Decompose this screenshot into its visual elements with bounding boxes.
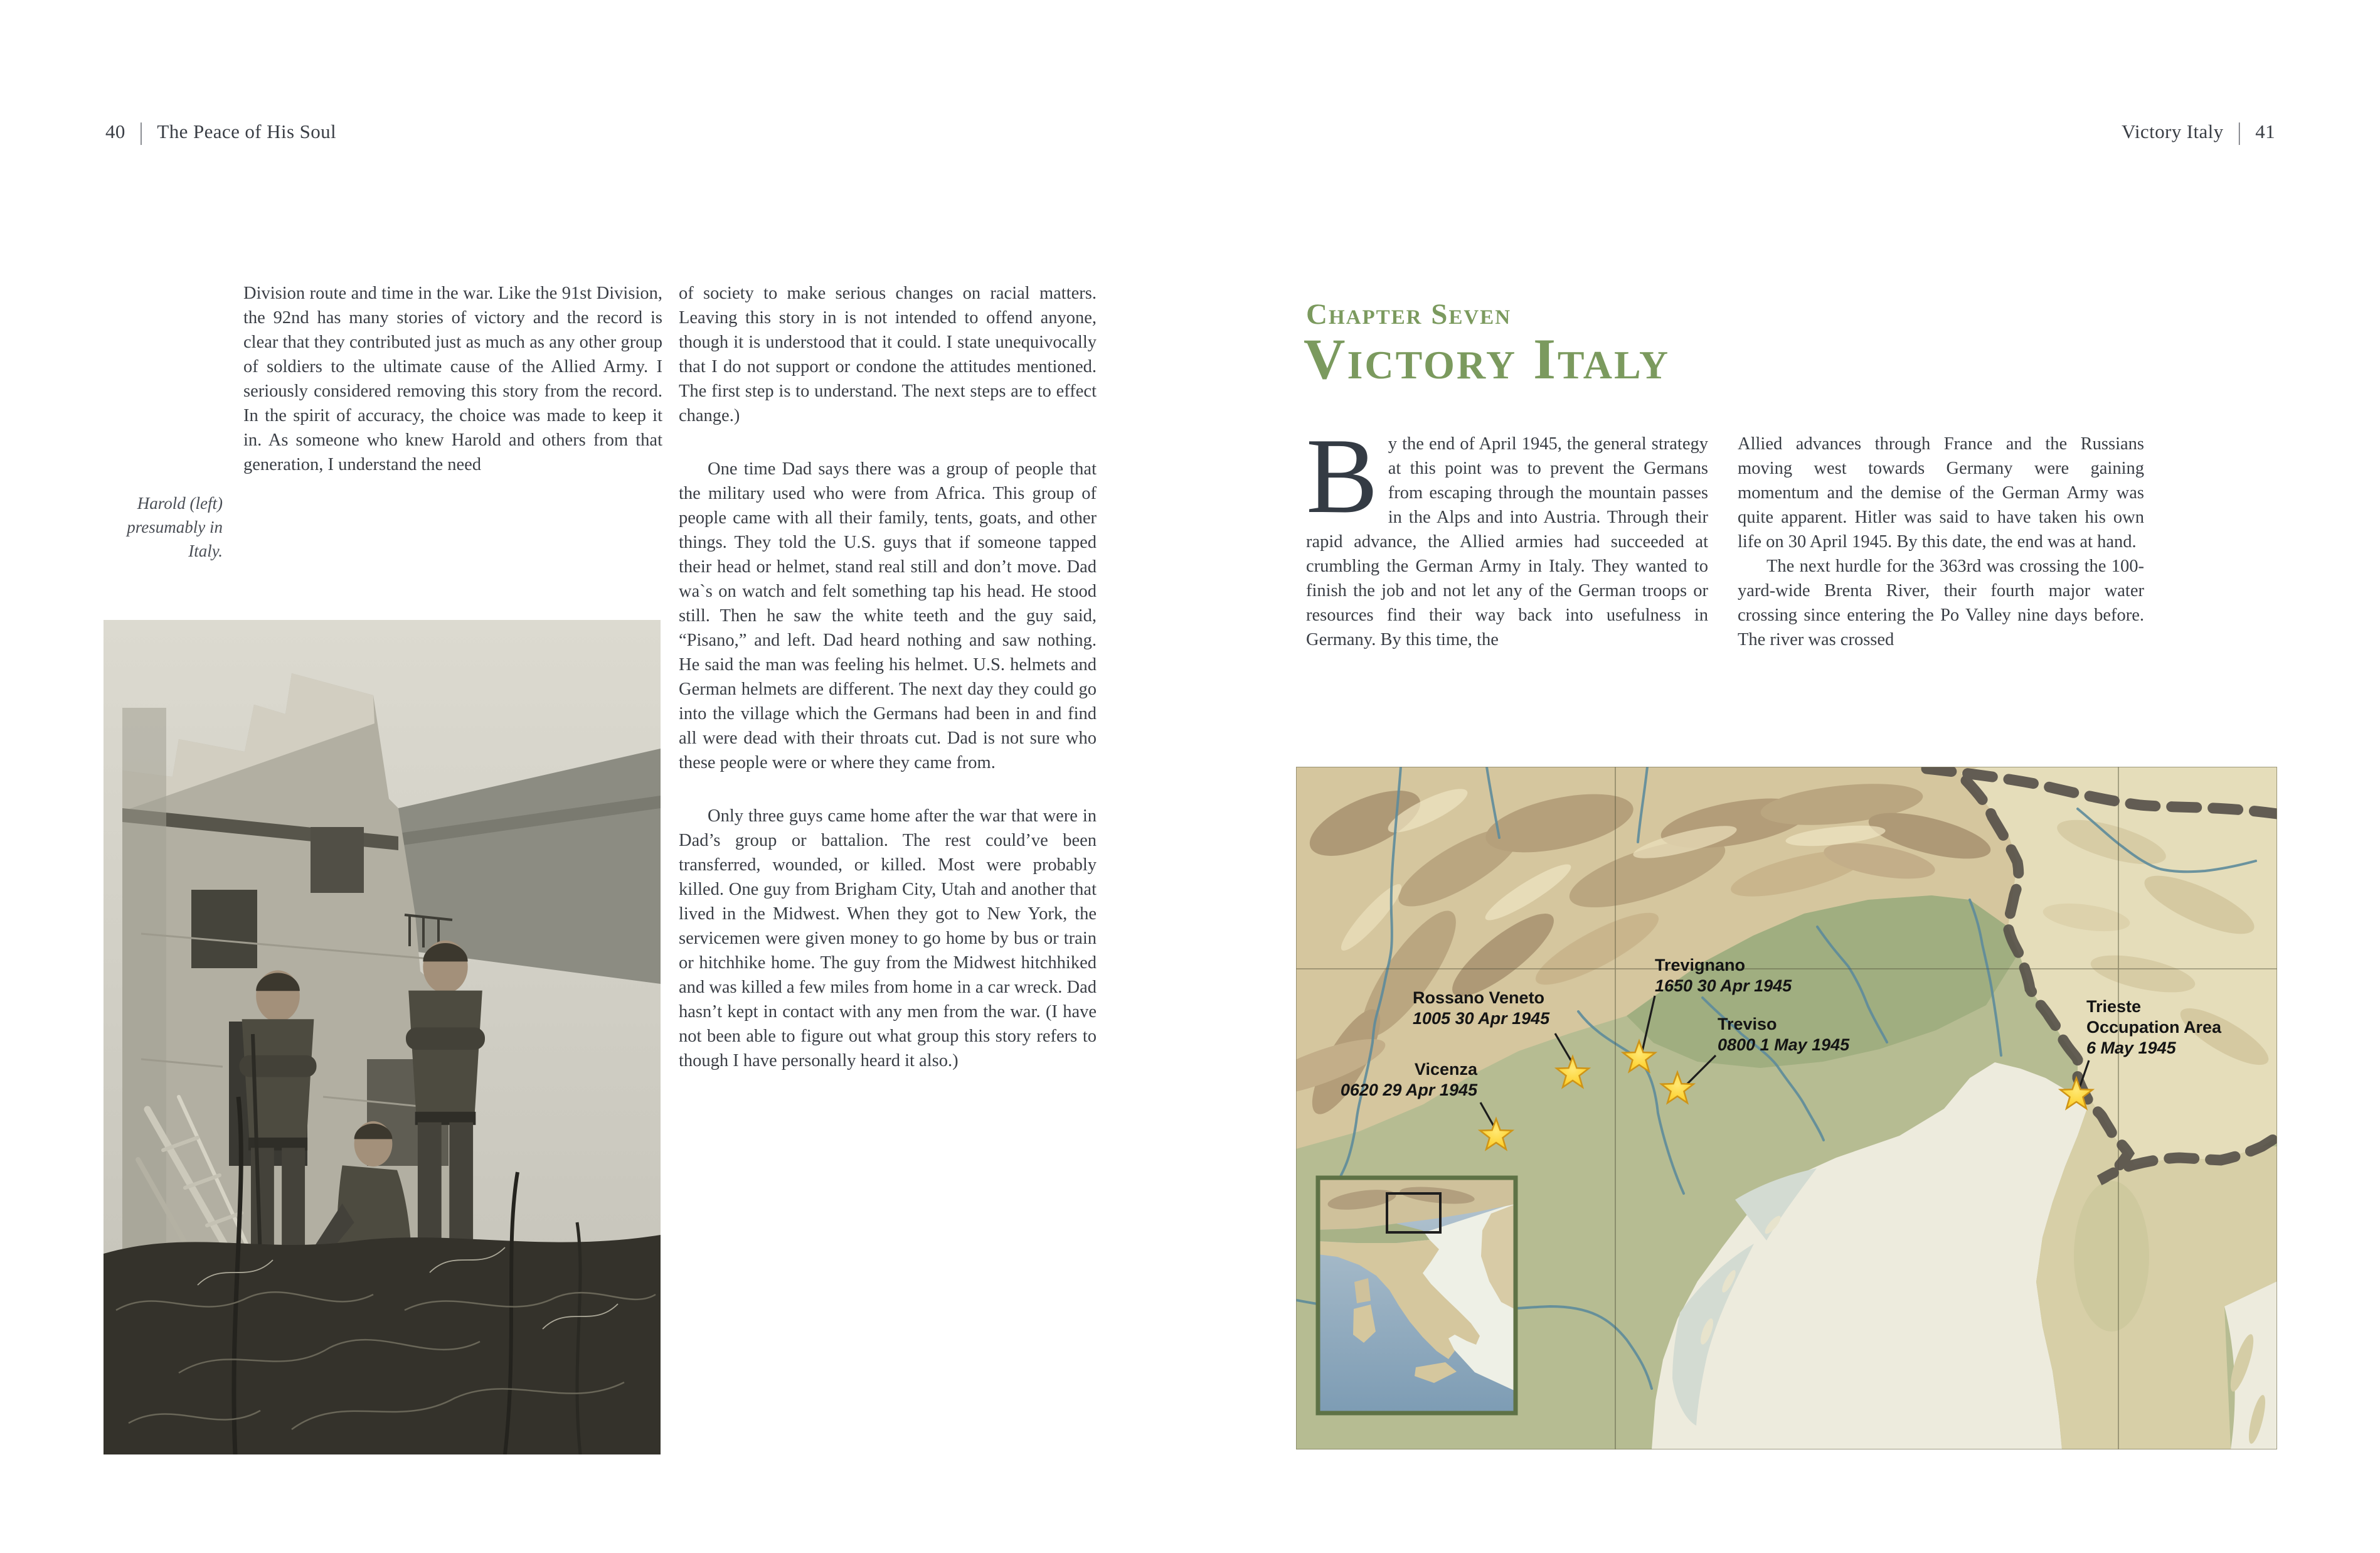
right-page-column-1 [1306, 417, 1708, 652]
inset-map-italy [1318, 1178, 1516, 1413]
running-title-left: The Peace of His Soul [157, 120, 337, 142]
marker-name: Vicenza [1414, 1060, 1477, 1079]
photo-caption [75, 491, 223, 563]
marker-date: 6 May 1945 [2086, 1038, 2176, 1057]
caption-line: Italy. [188, 542, 223, 560]
map-graphic [1296, 767, 2277, 1449]
marker-date: 1650 30 Apr 1945 [1655, 976, 1792, 995]
marker-name: Treviso [1718, 1015, 1777, 1033]
body-paragraph: Allied advances through France and the Russians moving west towards Germany were gaining momentum and the demise of the German Army was quite apparent. Hitler was said to have taken his own life on 30 April 1945. By this date, the end was at hand. [1738, 434, 2144, 552]
marker-name: Trevignano [1655, 956, 1746, 974]
right-page-column-2 [1738, 432, 2144, 652]
chapter-number-label: Chapter Seven [1306, 298, 1512, 331]
marker-date: 0800 1 May 1945 [1718, 1035, 1850, 1054]
page-number-right: 41 [2255, 120, 2275, 142]
body-paragraph: One time Dad says there was a group of people that the military used who were from Africa. This group of people came with all their family, tents, goats, and other things. They told the U.S. guys that if someone tapped their head or helmet, stand real still and don’t move. Dad wa`s on watch and felt something tap his head. He stood still. Then he saw the white teeth and the guy said, “Pisano,” and left. Dad heard nothing and saw nothing. He said the man was feeling his helmet. U.S. helmets and German helmets are different. The next day they could go into the village which the Germans had been in and find all were dead with their throats cut. Dad is not sure who these people were or where they came from. [679, 459, 1097, 772]
left-page-column-2 [679, 281, 1097, 1073]
marker-name: Trieste Occupation Area [2086, 997, 2222, 1037]
soldiers-photo [104, 620, 661, 1454]
body-paragraph: Only three guys came home after the war that were in Dad’s group or battalion. The rest could’ve been transferred, wounded, or killed. Most were probably killed. One guy from Brigham City, Utah and another that lived in the Midwest. When they got to New York, the servicemen were given money to go home by bus or train or hitchhike home. The guy from the Midwest hitchhiked and was killed a few miles from home in a car wreck. Dad hasn’t kept in contact with any men from the war. (I have not been able to figure out what group this story refers to though I have personally heard it also.) [679, 806, 1097, 1070]
chapter-title: Victory Italy [1304, 327, 1671, 391]
campaign-map [1296, 767, 2277, 1449]
map-marker-label-trieste [2086, 996, 2234, 1059]
body-paragraph [1306, 417, 1708, 652]
map-marker-label-treviso [1718, 1014, 1849, 1055]
header-separator: | [2237, 117, 2242, 146]
map-marker-label-rossano-veneto [1413, 988, 1549, 1029]
page-header-left [105, 117, 337, 146]
left-page-column-1 [243, 281, 662, 477]
map-marker-label-trevignano [1655, 955, 1792, 996]
marker-date: 1005 30 Apr 1945 [1413, 1009, 1550, 1028]
body-paragraph: The next hurdle for the 363rd was crossing the 100-yard-wide Brenta River, their fourth major water crossing since entering the Po Valley nine days before. The river was crossed [1738, 557, 2144, 649]
body-paragraph: of society to make serious changes on racial matters. Leaving this story in is not intended to offend anyone, though it is understood that it could. I state unequivocally that I do not support or condone the attitudes mentioned. The first step is to understand. The next steps are to effect change.) [679, 284, 1097, 425]
page-header-right [2121, 117, 2275, 146]
marker-date: 0620 29 Apr 1945 [1340, 1081, 1477, 1099]
map-marker-label-vicenza [1332, 1059, 1477, 1101]
page-number-left: 40 [105, 120, 125, 142]
body-paragraph: Division route and time in the war. Like the 91st Division, the 92nd has many stories of victory and the record is clear that they contributed just as much as any other group of soldiers to the ultimate cause of the Allied Army. I seriously considered removing this story from the record. In the spirit of accuracy, the choice was made to keep it in. As someone who knew Harold and others from that generation, I understand the need [243, 284, 662, 474]
photo-illustration [104, 620, 661, 1454]
marker-name: Rossano Veneto [1413, 988, 1545, 1007]
caption-line: Harold (left) [137, 494, 223, 513]
running-title-right: Victory Italy [2121, 120, 2224, 142]
drop-cap: B [1306, 417, 1378, 536]
body-text: y the end of April 1945, the general strategy at this point was to prevent the Germans from escaping through the mountain passes in the Alps and into Austria. Through their rapid advance, the Allied armies had succeeded at crumbling the German Army in Italy. They wanted to finish the job and not let any of the German troops or resources find their way back into usefulness in Germany. By this time, the [1306, 434, 1708, 649]
header-separator: | [139, 117, 144, 146]
caption-line: presumably in [127, 518, 223, 536]
